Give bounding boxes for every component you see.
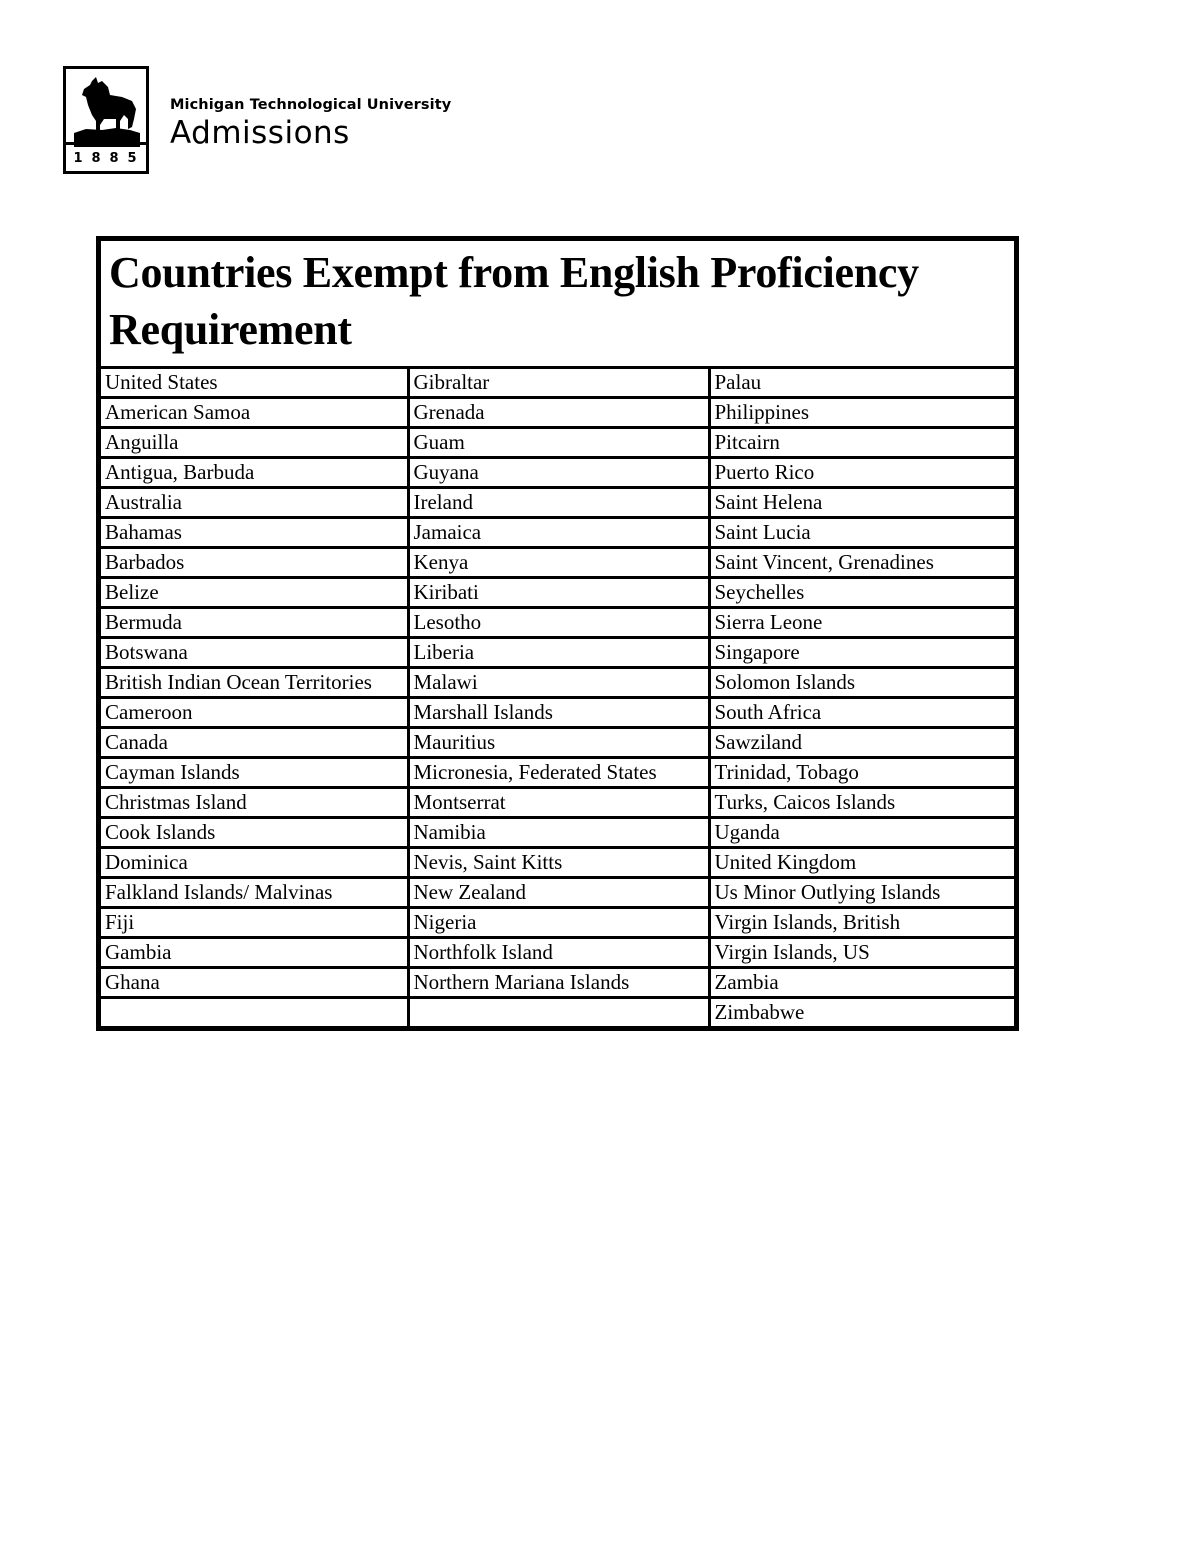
table-row — [101, 398, 1014, 428]
country-cell: Christmas Island — [101, 788, 408, 818]
table-row — [101, 428, 1014, 458]
country-cell: Zimbabwe — [714, 1000, 805, 1024]
country-cell: Gibraltar — [408, 369, 709, 398]
logo-year-digit: 1 — [73, 150, 85, 166]
table-row — [101, 518, 1014, 548]
department-name: Admissions — [170, 115, 350, 151]
country-cell: Trinidad, Tobago — [709, 758, 1014, 788]
country-cell: Turks, Caicos Islands — [709, 788, 1014, 818]
country-cell: South Africa — [709, 698, 1014, 728]
country-cell: Gambia — [101, 938, 408, 968]
country-cell: Bahamas — [101, 518, 408, 548]
country-cell: Jamaica — [408, 518, 709, 548]
country-cell: Zambia — [709, 968, 1014, 998]
country-cell: Australia — [101, 488, 408, 518]
country-cell: Canada — [101, 728, 408, 758]
country-cell: Barbados — [101, 548, 408, 578]
country-cell: Solomon Islands — [709, 668, 1014, 698]
table-title: Countries Exempt from English Proficiency Requirement — [101, 241, 1014, 369]
country-cell: Cameroon — [101, 698, 408, 728]
country-cell: Micronesia, Federated States — [408, 758, 709, 788]
country-cell: Kenya — [408, 548, 709, 578]
country-cell: New Zealand — [408, 878, 709, 908]
country-cell — [101, 998, 408, 1027]
table-row — [101, 848, 1014, 878]
table-row — [101, 938, 1014, 968]
table-row — [101, 638, 1014, 668]
country-cell: Liberia — [408, 638, 709, 668]
table-row — [101, 698, 1014, 728]
table-row — [101, 968, 1014, 998]
table-row — [101, 608, 1014, 638]
country-cell: Philippines — [709, 398, 1014, 428]
country-cell: Bermuda — [101, 608, 408, 638]
country-cell: Antigua, Barbuda — [101, 458, 408, 488]
country-cell: Marshall Islands — [408, 698, 709, 728]
country-cell: Singapore — [709, 638, 1014, 668]
university-name: Michigan Technological University — [170, 97, 452, 113]
countries-grid — [101, 369, 1014, 1026]
country-cell: Namibia — [408, 818, 709, 848]
country-cell: Saint Helena — [709, 488, 1014, 518]
country-cell: Sawziland — [709, 728, 1014, 758]
country-cell: Malawi — [408, 668, 709, 698]
table-row — [101, 668, 1014, 698]
country-cell: Montserrat — [408, 788, 709, 818]
table-row — [101, 458, 1014, 488]
exempt-countries-table — [96, 236, 1019, 1031]
country-cell: Us Minor Outlying Islands — [709, 878, 1014, 908]
country-cell: Botswana — [101, 638, 408, 668]
country-cell: Northern Mariana Islands — [408, 968, 709, 998]
table-row — [101, 758, 1014, 788]
country-cell: Fiji — [101, 908, 408, 938]
country-cell: United Kingdom — [709, 848, 1014, 878]
table-row — [101, 369, 1014, 398]
country-cell: Uganda — [709, 818, 1014, 848]
country-cell: Saint Lucia — [709, 518, 1014, 548]
table-row — [101, 548, 1014, 578]
logo-year-digit: 5 — [127, 150, 139, 166]
table-row — [101, 818, 1014, 848]
country-cell: Anguilla — [101, 428, 408, 458]
country-cell: Northfolk Island — [408, 938, 709, 968]
country-cell: Virgin Islands, British — [709, 908, 1014, 938]
country-cell: Falkland Islands/ Malvinas — [101, 878, 408, 908]
country-cell: Belize — [101, 578, 408, 608]
country-cell: Mauritius — [408, 728, 709, 758]
table-row — [101, 488, 1014, 518]
country-cell: Cook Islands — [101, 818, 408, 848]
table-row — [101, 878, 1014, 908]
country-cell: Ireland — [408, 488, 709, 518]
country-cell: Nevis, Saint Kitts — [408, 848, 709, 878]
country-cell: Lesotho — [408, 608, 709, 638]
country-cell: British Indian Ocean Territories — [101, 668, 408, 698]
country-cell: American Samoa — [101, 398, 408, 428]
logo-year-digit: 8 — [91, 150, 103, 166]
country-cell: Saint Vincent, Grenadines — [709, 548, 1014, 578]
brand-block — [170, 96, 451, 152]
country-cell: Cayman Islands — [101, 758, 408, 788]
logo-year-digit: 8 — [109, 150, 121, 166]
country-cell: Grenada — [408, 398, 709, 428]
country-cell: Guam — [408, 428, 709, 458]
country-cell: Seychelles — [709, 578, 1014, 608]
husky-logo-icon — [72, 75, 142, 147]
country-cell: United States — [101, 369, 408, 398]
country-cell: Kiribati — [408, 578, 709, 608]
country-cell: Pitcairn — [709, 428, 1014, 458]
country-cell — [408, 998, 709, 1027]
country-cell: Sierra Leone — [709, 608, 1014, 638]
country-cell: Ghana — [101, 968, 408, 998]
country-cell: Palau — [709, 369, 1014, 398]
table-row — [101, 908, 1014, 938]
logo-year — [66, 142, 146, 171]
country-cell: Guyana — [408, 458, 709, 488]
country-cell: Nigeria — [408, 908, 709, 938]
university-logo — [63, 66, 149, 174]
country-cell: Dominica — [101, 848, 408, 878]
table-row — [101, 998, 1014, 1027]
country-cell: Virgin Islands, US — [709, 938, 1014, 968]
country-cell: Puerto Rico — [709, 458, 1014, 488]
table-row — [101, 578, 1014, 608]
table-row — [101, 788, 1014, 818]
table-row — [101, 728, 1014, 758]
